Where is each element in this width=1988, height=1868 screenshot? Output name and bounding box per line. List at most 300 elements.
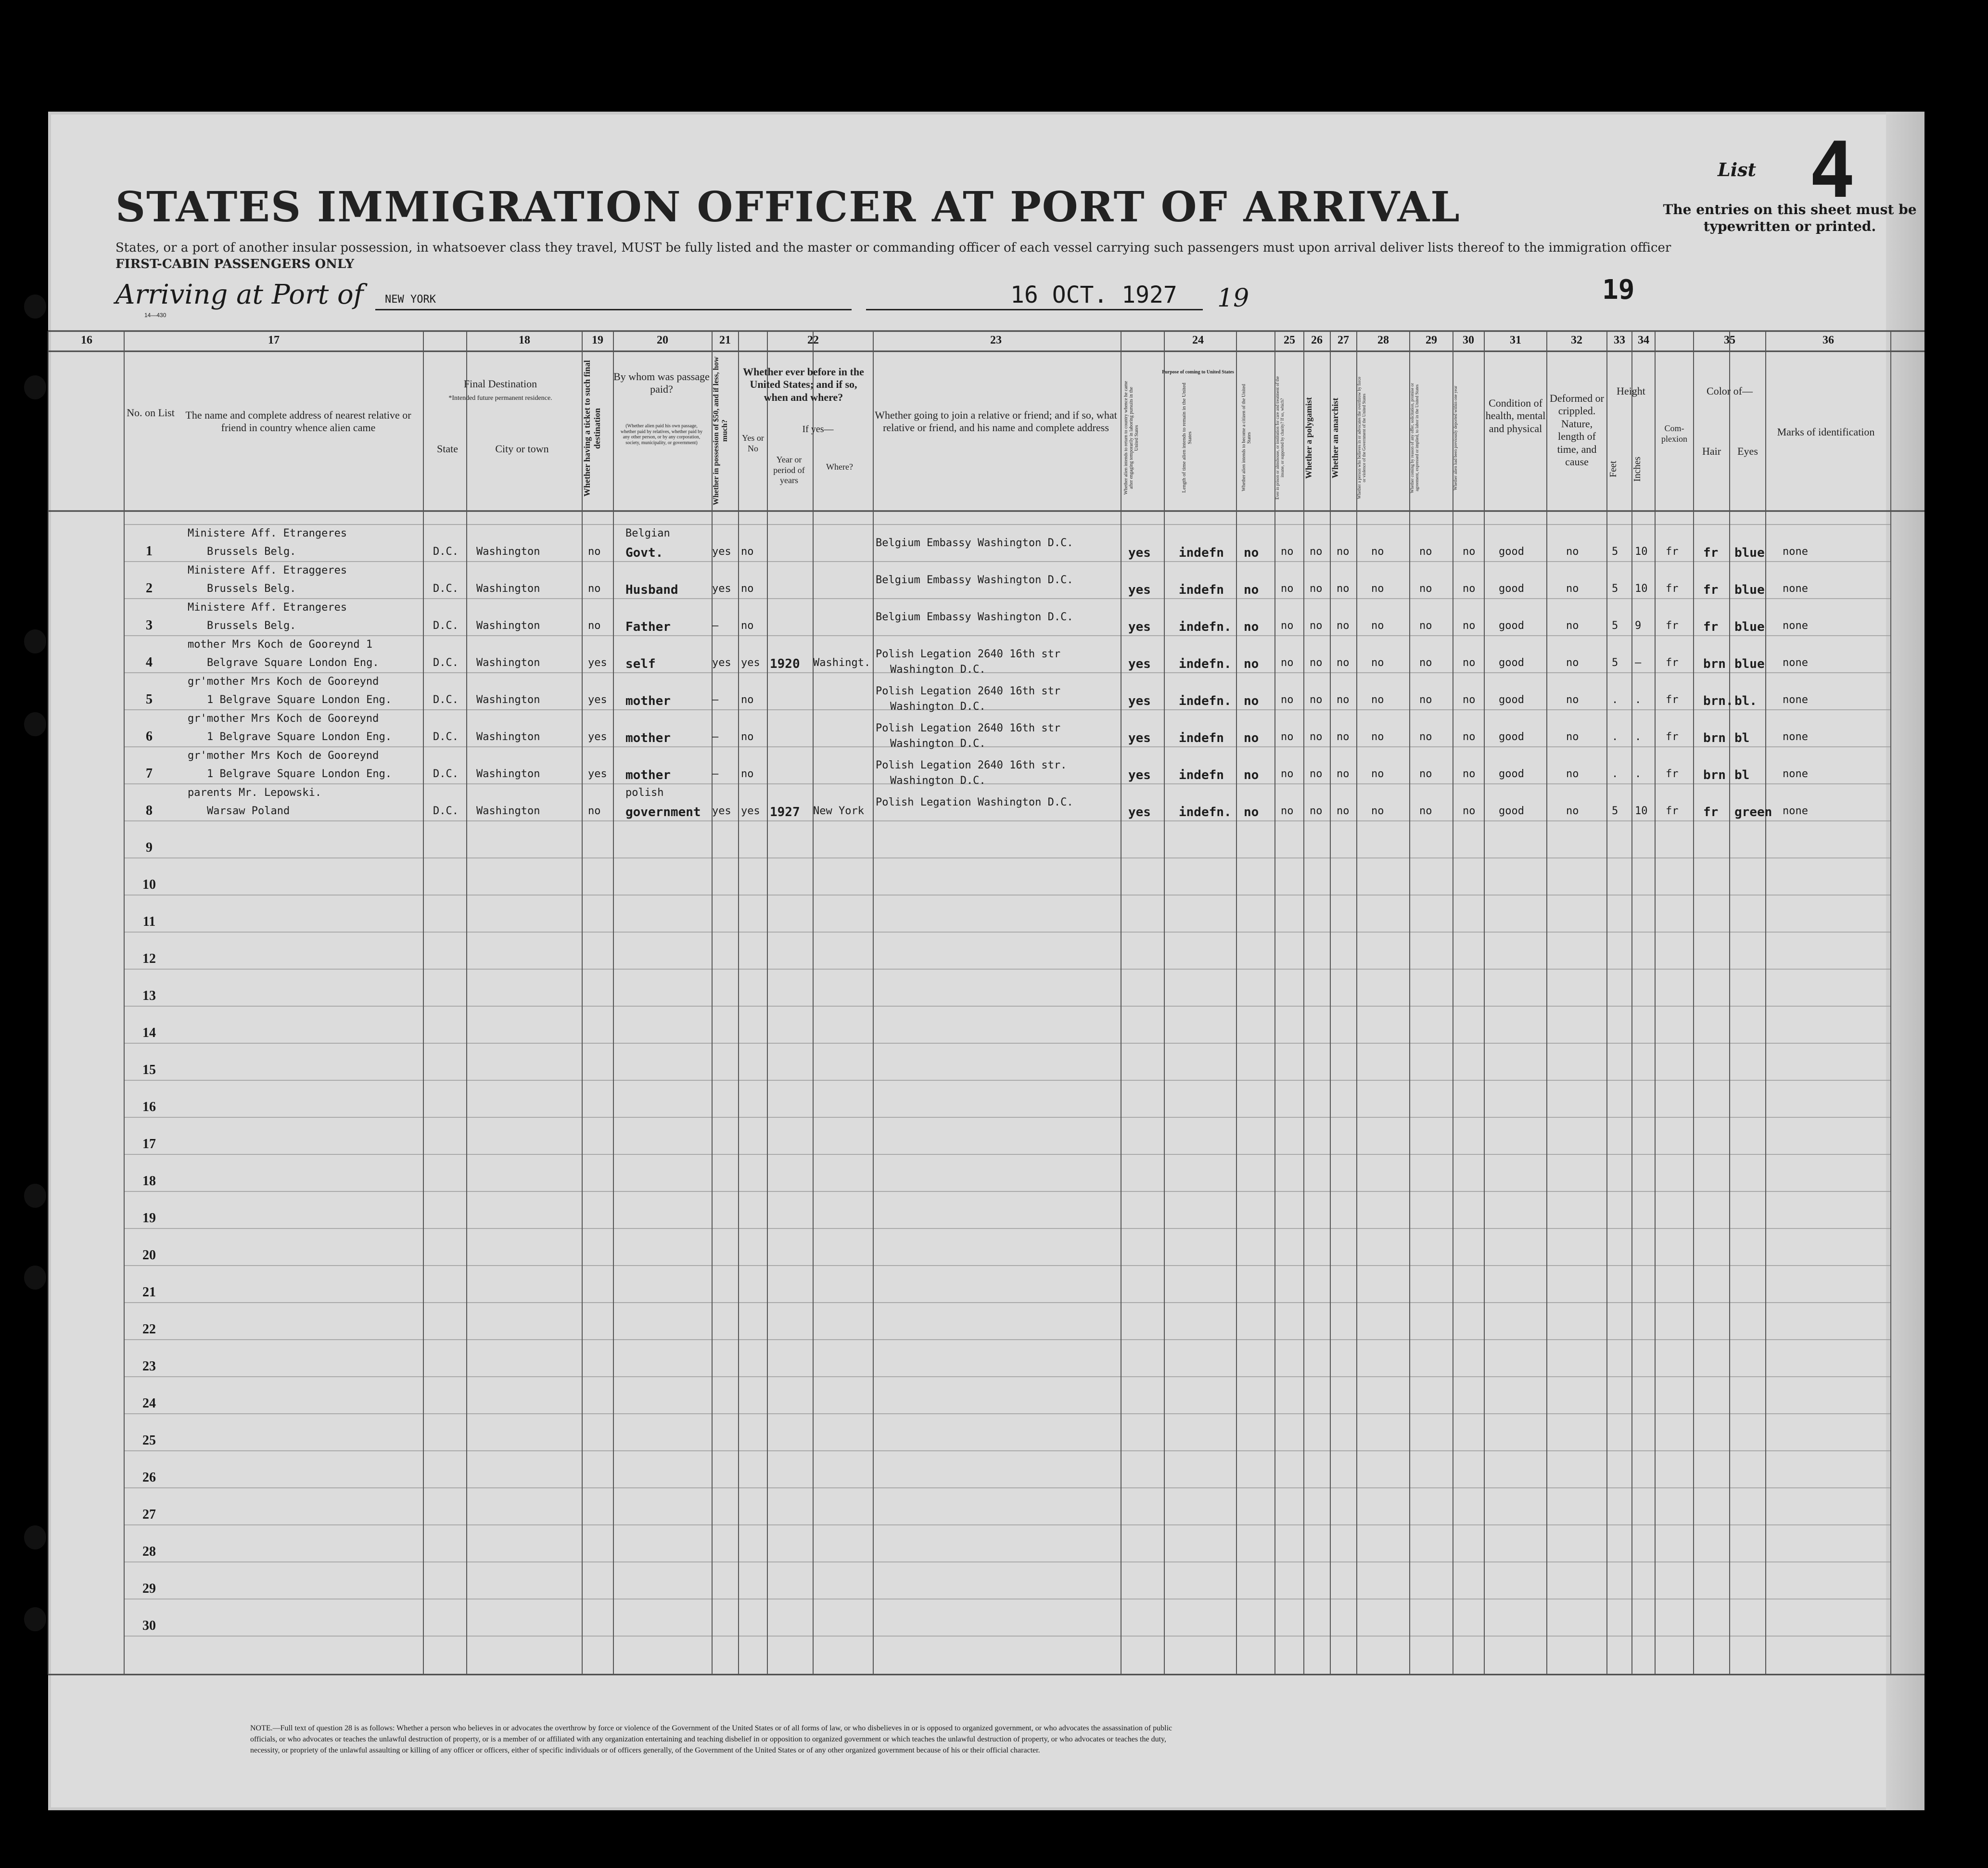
- row-number: 28: [142, 1544, 156, 1559]
- marks-cell: none: [1783, 694, 1808, 706]
- overthrow-cell: no: [1371, 731, 1384, 743]
- port-value: NEW YORK: [385, 294, 436, 306]
- row-number: 4: [146, 655, 153, 670]
- feet-cell: 5: [1612, 546, 1618, 558]
- prison-cell: no: [1281, 768, 1294, 780]
- anarchist-cell: no: [1337, 694, 1350, 706]
- inches-cell: .: [1635, 768, 1642, 780]
- deformed-cell: no: [1566, 657, 1579, 669]
- row-number: 1: [146, 544, 153, 559]
- before-cell: no: [741, 620, 754, 632]
- ticket-cell: yes: [588, 731, 607, 743]
- state-cell: D.C.: [433, 583, 459, 595]
- polygamist-cell: no: [1310, 620, 1323, 632]
- prison-cell: no: [1281, 657, 1294, 669]
- row-number: 8: [146, 803, 153, 818]
- before-cell: yes: [741, 657, 760, 669]
- row-number: 21: [142, 1285, 156, 1300]
- deported-cell: no: [1463, 546, 1476, 558]
- passage-paid-cell: mother: [625, 731, 671, 745]
- header-city: City or town: [495, 443, 549, 455]
- ticket-cell: no: [588, 620, 601, 632]
- purpose-a-cell: yes: [1128, 583, 1151, 597]
- purpose-b-cell: indefn: [1179, 768, 1224, 782]
- passage-paid-cell: government: [625, 805, 701, 819]
- polygamist-cell: no: [1310, 583, 1323, 595]
- relative-name: Ministere Aff. Etrangeres: [188, 527, 347, 539]
- purpose-c-cell: no: [1244, 546, 1259, 560]
- column-number: 36: [1822, 334, 1834, 346]
- join-relative-cell: Belgium Embassy Washington D.C.: [876, 611, 1073, 623]
- row-number: 23: [142, 1359, 156, 1374]
- header-contract: Whether coming by reason of any offer, solicitation, promise or agreement, expressed or implied, to labor in the United States: [1410, 383, 1419, 493]
- prison-cell: no: [1281, 731, 1294, 743]
- relative-name: mother Mrs Koch de Gooreynd 1: [188, 639, 373, 651]
- money-cell: —: [712, 694, 719, 706]
- overthrow-cell: no: [1371, 583, 1384, 595]
- money-cell: yes: [712, 583, 731, 595]
- header-passage-note: (Whether alien paid his own passage, whether paid by relatives, whether paid by any other person, or by any corporation, society, municipality, or government): [620, 423, 703, 446]
- relative-address: 1 Belgrave Square London Eng.: [207, 768, 392, 780]
- header-purpose-c: Whether alien intends to become a citizen of the United States: [1241, 384, 1252, 492]
- column-number: 20: [657, 334, 668, 346]
- deported-cell: no: [1463, 731, 1476, 743]
- purpose-c-cell: no: [1244, 694, 1259, 708]
- overthrow-cell: no: [1371, 805, 1384, 817]
- relative-address: Warsaw Poland: [207, 805, 290, 817]
- before-cell: no: [741, 546, 754, 558]
- purpose-b-cell: indefn.: [1179, 805, 1232, 819]
- row-number: 13: [142, 988, 156, 1003]
- row-number: 25: [142, 1433, 156, 1448]
- column-number: 19: [592, 334, 603, 346]
- row-number: 17: [142, 1137, 156, 1152]
- ticket-cell: yes: [588, 657, 607, 669]
- eyes-cell: blue: [1734, 546, 1765, 560]
- year-suffix: 19: [1602, 274, 1635, 306]
- polygamist-cell: no: [1310, 546, 1323, 558]
- row-number: 30: [142, 1618, 156, 1633]
- anarchist-cell: no: [1337, 768, 1350, 780]
- money-cell: yes: [712, 546, 731, 558]
- column-number: 25: [1284, 334, 1295, 346]
- header-anarchist: Whether an anarchist: [1330, 397, 1340, 478]
- row-number: 3: [146, 618, 153, 633]
- header-ticket: Whether having a ticket to such final destination: [582, 360, 602, 497]
- relative-address: 1 Belgrave Square London Eng.: [207, 694, 392, 706]
- column-number: 31: [1510, 334, 1521, 346]
- passage-paid-cell: mother: [625, 694, 671, 708]
- state-cell: D.C.: [433, 768, 459, 780]
- row-number: 24: [142, 1396, 156, 1411]
- header-possession: Whether in possession of $50, and if less, how much?: [712, 356, 729, 505]
- contract-cell: no: [1419, 620, 1432, 632]
- health-cell: good: [1499, 731, 1524, 743]
- feet-cell: 5: [1612, 657, 1618, 669]
- header-complexion: Com-plexion: [1661, 423, 1687, 444]
- hair-cell: brn: [1703, 768, 1726, 782]
- city-cell: Washington: [476, 768, 540, 780]
- header-if-yes: If yes—: [802, 424, 834, 435]
- header-overthrow: Whether a person who believes in or advocates the overthrow by force or violence of the Government of the United States: [1357, 376, 1366, 499]
- header-deformed: Deformed or crippled. Nature, length of time, and cause: [1549, 392, 1604, 468]
- marks-cell: none: [1783, 731, 1808, 743]
- contract-cell: no: [1419, 694, 1432, 706]
- hair-cell: brn: [1703, 657, 1726, 671]
- column-number: 21: [719, 334, 731, 346]
- purpose-b-cell: indefn: [1179, 731, 1224, 745]
- header-hair: Hair: [1702, 445, 1721, 457]
- prison-cell: no: [1281, 583, 1294, 595]
- column-number: 32: [1571, 334, 1582, 346]
- row-number: 10: [142, 877, 156, 892]
- entries-note: The entries on this sheet must be typewritten or printed.: [1663, 202, 1917, 234]
- row-number: 7: [146, 766, 153, 781]
- purpose-c-cell: no: [1244, 731, 1259, 745]
- feet-cell: 5: [1612, 620, 1618, 632]
- health-cell: good: [1499, 583, 1524, 595]
- purpose-c-cell: no: [1244, 657, 1259, 671]
- marks-cell: none: [1783, 657, 1808, 669]
- header-deported: Whether alien had been previously deported within one year: [1453, 385, 1458, 490]
- first-cabin-label: FIRST-CABIN PASSENGERS ONLY: [115, 257, 355, 271]
- polygamist-cell: no: [1310, 805, 1323, 817]
- column-number: 35: [1724, 334, 1735, 346]
- row-number: 11: [142, 914, 156, 929]
- before-cell: no: [741, 694, 754, 706]
- marks-cell: none: [1783, 805, 1808, 817]
- anarchist-cell: no: [1337, 546, 1350, 558]
- column-number: 23: [990, 334, 1002, 346]
- column-number: 28: [1377, 334, 1389, 346]
- join-relative-cell: Washington D.C.: [890, 701, 986, 713]
- purpose-b-cell: indefn: [1179, 546, 1224, 560]
- header-color-of: Color of—: [1707, 385, 1753, 397]
- complexion-cell: fr: [1666, 694, 1679, 706]
- complexion-cell: fr: [1666, 583, 1679, 595]
- polygamist-cell: no: [1310, 731, 1323, 743]
- row-number: 27: [142, 1507, 156, 1522]
- row-number: 15: [142, 1062, 156, 1077]
- contract-cell: no: [1419, 657, 1432, 669]
- deformed-cell: no: [1566, 546, 1579, 558]
- header-purpose-a: Whether alien intends to return to country whence he came after engaging temporarily in laboring pursuits in the United States: [1123, 381, 1139, 495]
- header-condition: Condition of health, mental and physical: [1485, 397, 1546, 435]
- feet-cell: 5: [1612, 805, 1618, 817]
- relative-address: Brussels Belg.: [207, 546, 296, 558]
- row-number: 14: [142, 1025, 156, 1040]
- city-cell: Washington: [476, 583, 540, 595]
- health-cell: good: [1499, 805, 1524, 817]
- join-relative-cell: Washington D.C.: [890, 738, 986, 750]
- prison-cell: no: [1281, 805, 1294, 817]
- page-title: STATES IMMIGRATION OFFICER AT PORT OF ARRIVAL: [115, 183, 1461, 231]
- header-height: Height: [1617, 385, 1645, 397]
- passage-paid-cell: self: [625, 657, 656, 671]
- header-nearest-relative: The name and complete address of nearest relative or friend in country whence alien came: [185, 409, 411, 434]
- feet-cell: .: [1612, 768, 1618, 780]
- polygamist-cell: no: [1310, 694, 1323, 706]
- eyes-cell: blue: [1734, 657, 1765, 671]
- column-number: 26: [1311, 334, 1323, 346]
- purpose-b-cell: indefn.: [1179, 657, 1232, 671]
- purpose-b-cell: indefn.: [1179, 694, 1232, 708]
- list-label: List: [1718, 159, 1757, 180]
- header-year-period: Year or period of years: [773, 455, 805, 486]
- polygamist-cell: no: [1310, 768, 1323, 780]
- deformed-cell: no: [1566, 620, 1579, 632]
- inches-cell: 10: [1635, 805, 1648, 817]
- purpose-a-cell: yes: [1128, 805, 1151, 819]
- header-where: Where?: [826, 462, 853, 472]
- health-cell: good: [1499, 620, 1524, 632]
- health-cell: good: [1499, 768, 1524, 780]
- state-cell: D.C.: [433, 657, 459, 669]
- eyes-cell: bl: [1734, 768, 1750, 782]
- purpose-b-cell: indefn.: [1179, 620, 1232, 634]
- polygamist-cell: no: [1310, 657, 1323, 669]
- join-relative-cell: Washington D.C.: [890, 664, 986, 676]
- header-eyes: Eyes: [1737, 445, 1758, 457]
- hair-cell: fr: [1703, 583, 1719, 597]
- purpose-a-cell: yes: [1128, 731, 1151, 745]
- contract-cell: no: [1419, 583, 1432, 595]
- relative-address: Brussels Belg.: [207, 583, 296, 595]
- contract-cell: no: [1419, 731, 1432, 743]
- column-number: 30: [1463, 334, 1474, 346]
- deported-cell: no: [1463, 620, 1476, 632]
- health-cell: good: [1499, 694, 1524, 706]
- deformed-cell: no: [1566, 805, 1579, 817]
- state-cell: D.C.: [433, 731, 459, 743]
- money-cell: —: [712, 731, 719, 743]
- row-number: 26: [142, 1470, 156, 1485]
- ticket-cell: no: [588, 805, 601, 817]
- eyes-cell: blue: [1734, 583, 1765, 597]
- money-cell: —: [712, 768, 719, 780]
- anarchist-cell: no: [1337, 731, 1350, 743]
- column-number: 17: [268, 334, 280, 346]
- join-relative-cell: Washington D.C.: [890, 775, 986, 787]
- purpose-c-cell: no: [1244, 805, 1259, 819]
- year-cell: 1927: [770, 805, 800, 819]
- column-number: 16: [81, 334, 92, 346]
- inches-cell: .: [1635, 731, 1642, 743]
- hair-cell: fr: [1703, 805, 1719, 819]
- header-state: State: [437, 443, 458, 455]
- marks-cell: none: [1783, 546, 1808, 558]
- city-cell: Washington: [476, 731, 540, 743]
- row-number: 19: [142, 1211, 156, 1226]
- relative-name: parents Mr. Lepowski.: [188, 787, 322, 799]
- deformed-cell: no: [1566, 694, 1579, 706]
- deformed-cell: no: [1566, 731, 1579, 743]
- city-cell: Washington: [476, 805, 540, 817]
- join-relative-cell: Belgium Embassy Washington D.C.: [876, 574, 1073, 586]
- column-number: 24: [1192, 334, 1204, 346]
- header-passage-paid: By whom was passage paid?: [613, 371, 710, 396]
- inches-cell: 9: [1635, 620, 1642, 632]
- row-number: 20: [142, 1248, 156, 1263]
- purpose-a-cell: yes: [1128, 768, 1151, 782]
- relative-address: Brussels Belg.: [207, 620, 296, 632]
- eyes-cell: blue: [1734, 620, 1765, 634]
- column-number: 27: [1338, 334, 1349, 346]
- purpose-a-cell: yes: [1128, 694, 1151, 708]
- column-number: 33: [1614, 334, 1625, 346]
- deported-cell: no: [1463, 583, 1476, 595]
- column-number: 22: [807, 334, 819, 346]
- city-cell: Washington: [476, 620, 540, 632]
- marks-cell: none: [1783, 620, 1808, 632]
- before-cell: no: [741, 583, 754, 595]
- before-cell: no: [741, 768, 754, 780]
- inches-cell: .: [1635, 694, 1642, 706]
- relative-address: Belgrave Square London Eng.: [207, 657, 379, 669]
- column-number: 18: [519, 334, 530, 346]
- header-feet: Feet: [1608, 461, 1618, 478]
- eyes-cell: bl.: [1734, 694, 1757, 708]
- header-marks: Marks of identification: [1777, 426, 1875, 438]
- list-number: 4: [1809, 125, 1856, 215]
- before-cell: no: [741, 731, 754, 743]
- footnote: NOTE.—Full text of question 28 is as follows: Whether a person who believes in or advocates the overthrow by force or violence of the Government of the United States or of all forms of law, or who disbelieves in or is opposed to organized government, or who advocates the assassination of public officials, or who advocates or teaches the unlawful destruction of property, or is a member of or affiliated with any organization entertaining and teaching disbelief in or opposition to organized government or which teaches the unlawful destruction of property, or who advocates or teaches the duty, necessity, or propriety of the unlawful assaulting or killing of any officer or officers, either of specific individuals or of officers generally, of the Government of the United States or of any other organized government because of his or their official character.: [250, 1724, 1172, 1755]
- state-cell: D.C.: [433, 805, 459, 817]
- money-cell: yes: [712, 657, 731, 669]
- join-relative-cell: Polish Legation Washington D.C.: [876, 796, 1073, 808]
- prison-cell: no: [1281, 620, 1294, 632]
- state-cell: D.C.: [433, 694, 459, 706]
- complexion-cell: fr: [1666, 731, 1679, 743]
- header-no-on-list: No. on List: [127, 407, 175, 419]
- date-value: 16 OCT. 1927: [1010, 281, 1177, 308]
- relative-name: gr'mother Mrs Koch de Gooreynd: [188, 713, 379, 725]
- money-cell: —: [712, 620, 719, 632]
- header-intended-residence: *Intended future permanent residence.: [448, 395, 552, 402]
- purpose-b-cell: indefn: [1179, 583, 1224, 597]
- contract-cell: no: [1419, 805, 1432, 817]
- row-number: 16: [142, 1100, 156, 1114]
- header-purpose-b: Length of time alien intends to remain in the United States: [1181, 383, 1193, 493]
- hair-cell: brn: [1703, 731, 1726, 745]
- passage-paid-cell: Father: [625, 620, 671, 634]
- feet-cell: 5: [1612, 583, 1618, 595]
- join-relative-cell: Polish Legation 2640 16th str: [876, 685, 1061, 697]
- purpose-a-cell: yes: [1128, 546, 1151, 560]
- complexion-cell: fr: [1666, 546, 1679, 558]
- eyes-cell: bl: [1734, 731, 1750, 745]
- header-before-us: Whether ever before in the United States; and if so, when and where?: [743, 366, 864, 403]
- inches-cell: 10: [1635, 583, 1648, 595]
- state-cell: D.C.: [433, 620, 459, 632]
- prison-cell: no: [1281, 546, 1294, 558]
- row-number: 18: [142, 1174, 156, 1189]
- ticket-cell: yes: [588, 768, 607, 780]
- header-join-relative: Whether going to join a relative or friend; and if so, what relative or friend, and his name and complete address: [875, 409, 1117, 434]
- relative-name: Ministere Aff. Etraggeres: [188, 564, 347, 576]
- inches-cell: —: [1635, 657, 1642, 669]
- deported-cell: no: [1463, 657, 1476, 669]
- deported-cell: no: [1463, 768, 1476, 780]
- complexion-cell: fr: [1666, 768, 1679, 780]
- complexion-cell: fr: [1666, 620, 1679, 632]
- header-yes-no: Yes or No: [742, 433, 764, 453]
- state-cell: D.C.: [433, 546, 459, 558]
- overthrow-cell: no: [1371, 694, 1384, 706]
- anarchist-cell: no: [1337, 620, 1350, 632]
- health-cell: good: [1499, 546, 1524, 558]
- row-number: 6: [146, 729, 153, 744]
- contract-cell: no: [1419, 546, 1432, 558]
- header-instructions: States, or a port of another insular possession, in whatsoever class they travel, MUST be fully listed and the master or commanding officer of each vessel carrying such passengers must upon arrival deliver lists thereof to the immigration officer: [115, 241, 1671, 255]
- anarchist-cell: no: [1337, 657, 1350, 669]
- relative-name: gr'mother Mrs Koch de Gooreynd: [188, 676, 379, 688]
- ticket-cell: yes: [588, 694, 607, 706]
- join-relative-cell: Polish Legation 2640 16th str: [876, 648, 1061, 660]
- join-relative-cell: Polish Legation 2640 16th str.: [876, 759, 1067, 771]
- prison-cell: no: [1281, 694, 1294, 706]
- feet-cell: .: [1612, 694, 1618, 706]
- hair-cell: fr: [1703, 620, 1719, 634]
- deported-cell: no: [1463, 805, 1476, 817]
- header-final-destination: Final Destination: [463, 378, 537, 390]
- passage-paid-cell: polish: [625, 787, 664, 799]
- relative-name: gr'mother Mrs Koch de Gooreynd: [188, 750, 379, 762]
- row-number: 12: [142, 951, 156, 966]
- row-number: 2: [146, 581, 153, 596]
- passage-paid-cell: Husband: [625, 583, 678, 597]
- header-purpose: Purpose of coming to United States: [1162, 370, 1234, 375]
- health-cell: good: [1499, 657, 1524, 669]
- join-relative-cell: Polish Legation 2640 16th str: [876, 722, 1061, 734]
- purpose-c-cell: no: [1244, 620, 1259, 634]
- purpose-a-cell: yes: [1128, 657, 1151, 671]
- purpose-a-cell: yes: [1128, 620, 1151, 634]
- hair-cell: brn.: [1703, 694, 1733, 708]
- hair-cell: fr: [1703, 546, 1719, 560]
- purpose-c-cell: no: [1244, 583, 1259, 597]
- anarchist-cell: no: [1337, 805, 1350, 817]
- overthrow-cell: no: [1371, 657, 1384, 669]
- header-polygamist: Whether a polygamist: [1304, 397, 1313, 479]
- column-number: 29: [1426, 334, 1437, 346]
- column-number: 34: [1638, 334, 1649, 346]
- header-inches: Inches: [1632, 456, 1643, 482]
- relative-address: 1 Belgrave Square London Eng.: [207, 731, 392, 743]
- anarchist-cell: no: [1337, 583, 1350, 595]
- marks-cell: none: [1783, 768, 1808, 780]
- row-number: 5: [146, 692, 153, 707]
- purpose-c-cell: no: [1244, 768, 1259, 782]
- city-cell: Washington: [476, 694, 540, 706]
- relative-name: Ministere Aff. Etrangeres: [188, 601, 347, 614]
- passage-paid-cell: mother: [625, 768, 671, 782]
- row-number: 29: [142, 1581, 156, 1596]
- passage-paid-cell: Belgian: [625, 527, 670, 539]
- form-code: 14—430: [144, 312, 166, 319]
- overthrow-cell: no: [1371, 768, 1384, 780]
- row-number: 22: [142, 1322, 156, 1337]
- year-prefix: 19: [1217, 284, 1249, 313]
- complexion-cell: fr: [1666, 805, 1679, 817]
- money-cell: yes: [712, 805, 731, 817]
- deformed-cell: no: [1566, 768, 1579, 780]
- header-prison: Ever in prison or almshouse, or institution for care and treatment of the insane, or supported by charity? If so, which?: [1275, 376, 1285, 500]
- city-cell: Washington: [476, 657, 540, 669]
- overthrow-cell: no: [1371, 546, 1384, 558]
- row-number: 9: [146, 840, 153, 855]
- arriving-label: Arriving at Port of: [115, 279, 364, 310]
